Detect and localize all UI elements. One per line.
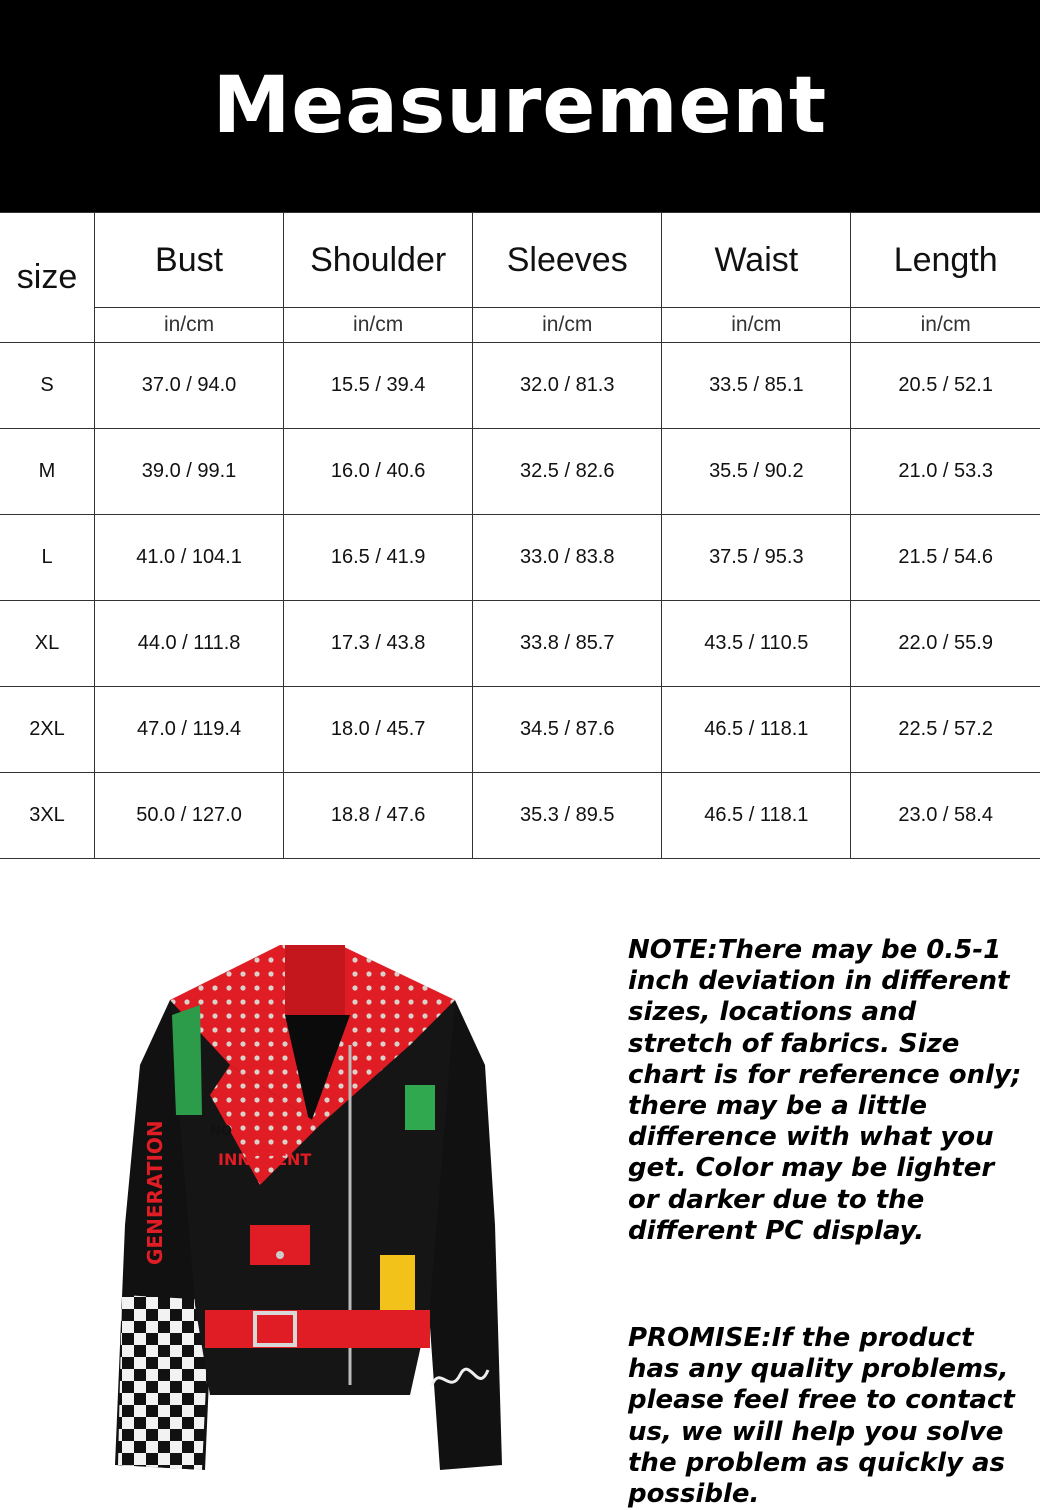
note-line: or darker due to the — [628, 1184, 925, 1215]
table-cell: 44.0 / 111.8 — [95, 601, 284, 687]
size-label: L — [0, 515, 95, 601]
size-label: 2XL — [0, 687, 95, 773]
table-row — [0, 343, 1040, 429]
size-label: XL — [0, 601, 95, 687]
table-row — [0, 687, 1040, 773]
table-cell: 35.3 / 89.5 — [473, 773, 662, 859]
table-cell: 33.5 / 85.1 — [662, 343, 851, 429]
promise-line: possible. — [628, 1479, 760, 1510]
column-header-sleeves: Sleeves — [473, 213, 662, 308]
table-cell: 23.0 / 58.4 — [851, 773, 1040, 859]
jacket-illustration — [110, 925, 520, 1475]
table-cell: 32.0 / 81.3 — [473, 343, 662, 429]
table-cell: 20.5 / 52.1 — [851, 343, 1040, 429]
table-cell: 22.5 / 57.2 — [851, 687, 1040, 773]
note-line: different PC display. — [628, 1215, 925, 1246]
promise-line: us, we will help you solve — [628, 1416, 1004, 1447]
note-line: stretch of fabrics. Size — [628, 1028, 960, 1059]
promise-line: has any quality problems, — [628, 1354, 1009, 1385]
jacket-text: GENERATION — [143, 1120, 167, 1265]
table-cell: 21.0 / 53.3 — [851, 429, 1040, 515]
unit-label: in/cm — [851, 308, 1040, 343]
table-row — [0, 515, 1040, 601]
table-cell: 35.5 / 90.2 — [662, 429, 851, 515]
table-cell: 43.5 / 110.5 — [662, 601, 851, 687]
size-column-header: size — [0, 213, 95, 343]
table-cell: 18.0 / 45.7 — [284, 687, 473, 773]
unit-label: in/cm — [473, 308, 662, 343]
unit-label: in/cm — [95, 308, 284, 343]
table-cell: 18.8 / 47.6 — [284, 773, 473, 859]
promise-line: please feel free to contact — [628, 1385, 1015, 1416]
note-line: chart is for reference only; — [628, 1059, 1022, 1090]
table-cell: 39.0 / 99.1 — [95, 429, 284, 515]
column-header-length: Length — [851, 213, 1040, 308]
unit-label: in/cm — [662, 308, 851, 343]
table-cell: 16.0 / 40.6 — [284, 429, 473, 515]
table-cell: 34.5 / 87.6 — [473, 687, 662, 773]
column-header-waist: Waist — [662, 213, 851, 308]
size-label: S — [0, 343, 95, 429]
measurement-banner — [0, 0, 1040, 212]
jacket-text: NO — [210, 1124, 232, 1139]
jacket-product-image — [110, 925, 520, 1475]
table-cell: 22.0 / 55.9 — [851, 601, 1040, 687]
promise-line: the problem as quickly as — [628, 1447, 1005, 1478]
table-row — [0, 601, 1040, 687]
size-notes — [628, 935, 1028, 1510]
table-cell: 37.0 / 94.0 — [95, 343, 284, 429]
table-cell: 50.0 / 127.0 — [95, 773, 284, 859]
unit-label: in/cm — [284, 308, 473, 343]
table-cell: 37.5 / 95.3 — [662, 515, 851, 601]
promise-paragraph — [628, 1323, 1028, 1510]
table-cell: 46.5 / 118.1 — [662, 687, 851, 773]
table-cell: 17.3 / 43.8 — [284, 601, 473, 687]
note-line: difference with what you — [628, 1122, 994, 1153]
size-label: M — [0, 429, 95, 515]
table-cell: 32.5 / 82.6 — [473, 429, 662, 515]
note-line: there may be a little — [628, 1091, 928, 1122]
table-cell: 41.0 / 104.1 — [95, 515, 284, 601]
size-label: 3XL — [0, 773, 95, 859]
table-cell: 15.5 / 39.4 — [284, 343, 473, 429]
table-row — [0, 429, 1040, 515]
note-line: get. Color may be lighter — [628, 1153, 995, 1184]
table-cell: 16.5 / 41.9 — [284, 515, 473, 601]
table-cell: 47.0 / 119.4 — [95, 687, 284, 773]
promise-line: PROMISE:If the product — [628, 1323, 974, 1354]
note-line: sizes, locations and — [628, 997, 917, 1028]
table-cell: 46.5 / 118.1 — [662, 773, 851, 859]
table-cell: 33.0 / 83.8 — [473, 515, 662, 601]
note-line: NOTE:There may be 0.5-1 — [628, 935, 1002, 965]
table-cell: 33.8 / 85.7 — [473, 601, 662, 687]
banner-title: Measurement — [212, 61, 828, 151]
table-row — [0, 773, 1040, 859]
table-cell: 21.5 / 54.6 — [851, 515, 1040, 601]
table-header-row — [0, 213, 1040, 308]
column-header-shoulder: Shoulder — [284, 213, 473, 308]
note-paragraph — [628, 935, 1028, 1247]
note-line: inch deviation in different — [628, 966, 1010, 997]
jacket-text: INNOCENT — [218, 1150, 312, 1169]
table-unit-row — [0, 308, 1040, 343]
size-chart-table — [0, 212, 1040, 859]
column-header-bust: Bust — [95, 213, 284, 308]
